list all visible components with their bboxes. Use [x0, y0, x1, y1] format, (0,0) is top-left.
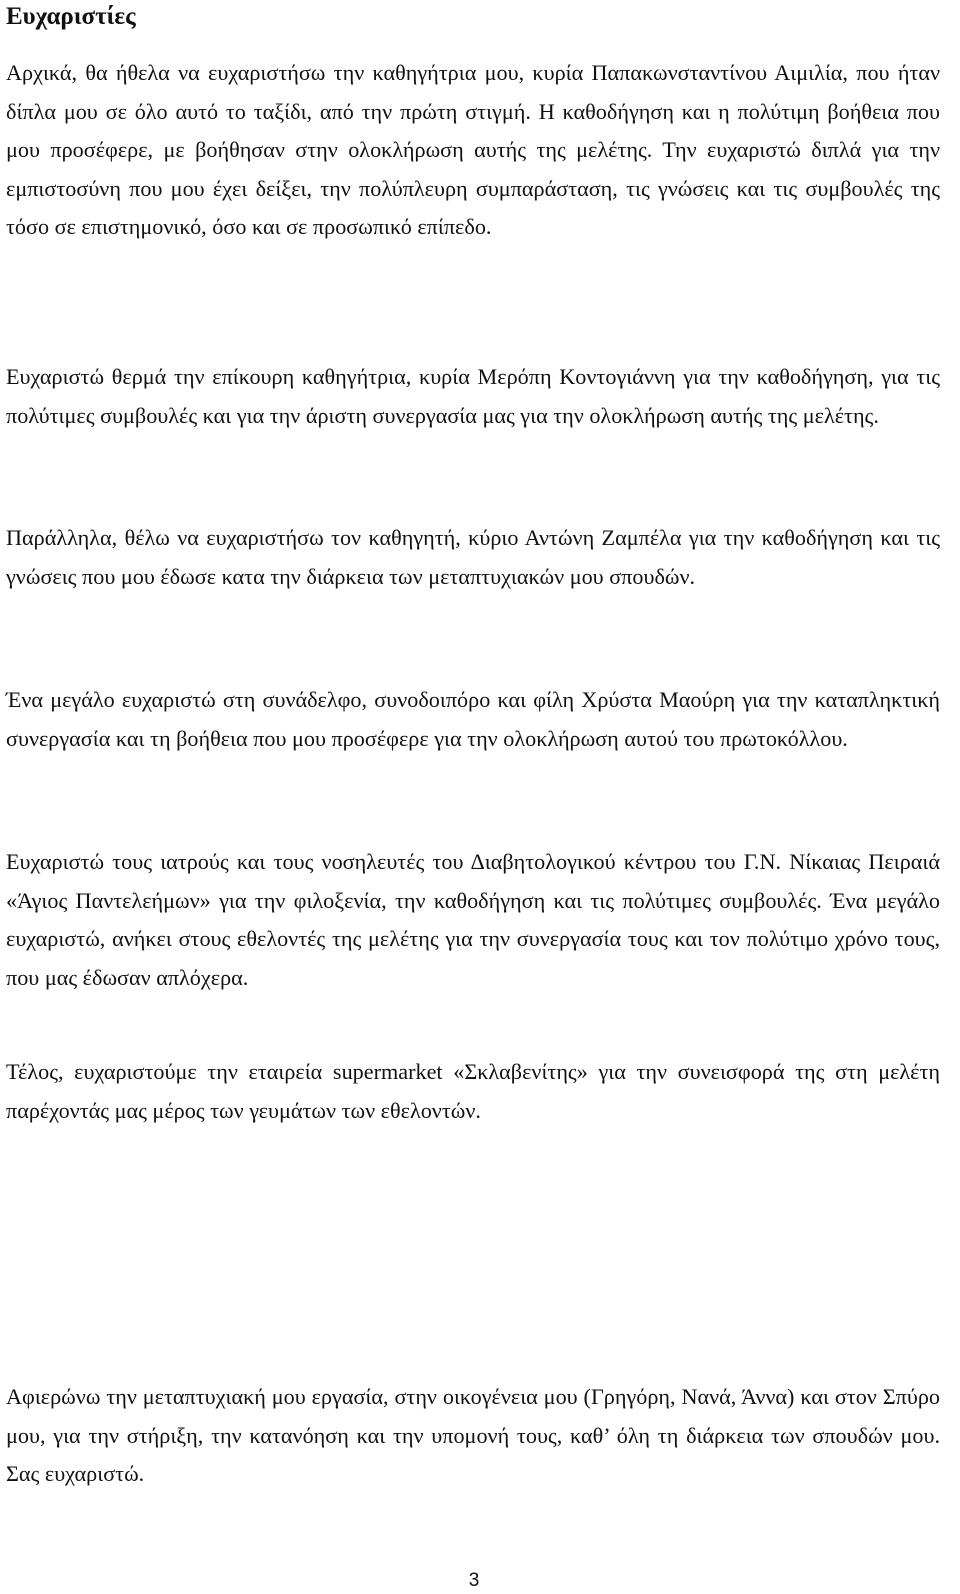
- page-number: 3: [468, 1570, 480, 1591]
- paragraph-assistant-professor-thanks: Ευχαριστώ θερμά την επίκουρη καθηγήτρια, κυρία Μερόπη Κοντογιάννη για την καθοδήγηση, για τις πολύτιμες συμβουλές και για την άριστη συνεργασία μας για την ολοκλήρωση αυτής της μελέτης.: [6, 364, 940, 428]
- page-title: Ευχαριστίες: [6, 3, 136, 30]
- paragraph-dedication: Αφιερώνω την μεταπτυχιακή μου εργασία, στην οικογένεια μου (Γρηγόρη, Νανά, Άννα) και στον Σπύρο μου, για την στήριξη, την κατανόηση και την υπομονή τους, καθ’ όλη τη διάρκεια των σπουδών μου. Σας ευχαριστώ.: [6, 1384, 940, 1486]
- paragraph-diabetes-center-thanks: Ευχαριστώ τους ιατρούς και τους νοσηλευτές του Διαβητολογικού κέντρου του Γ.Ν. Νίκαιας Πειραιά «Άγιος Παντελεήμων» για την φιλοξενία, την καθοδήγηση και τις πολύτιμες συμβουλές. Ένα μεγάλο ευχαριστώ, ανήκει στους εθελοντές της μελέτης για την συνεργασία τους και τον πολύτιμο χρόνο τους, που μας έδωσαν απλόχερα.: [6, 849, 940, 990]
- paragraph-professor-thanks: Παράλληλα, θέλω να ευχαριστήσω τον καθηγητή, κύριο Αντώνη Ζαμπέλα για την καθοδήγηση και τις γνώσεις που μου έδωσε κατα την διάρκεια των μεταπτυχιακών μου σπουδών.: [6, 525, 940, 589]
- paragraph-colleague-thanks: Ένα μεγάλο ευχαριστώ στη συνάδελφο, συνοδοιπόρο και φίλη Χρύστα Μαούρη για την καταπληκτική συνεργασία και τη βοήθεια που μου προσέφερε για την ολοκλήρωση αυτού του πρωτοκόλλου.: [6, 687, 940, 751]
- paragraph-supermarket-thanks: Τέλος, ευχαριστούμε την εταιρεία supermarket «Σκλαβενίτης» για την συνεισφορά της στη μελέτη παρέχοντάς μας μέρος των γευμάτων των εθελοντών.: [6, 1059, 940, 1123]
- paragraph-supervisor-thanks: Αρχικά, θα ήθελα να ευχαριστήσω την καθηγήτρια μου, κυρία Παπακωνσταντίνου Αιμιλία, που ήταν δίπλα μου σε όλο αυτό το ταξίδι, από την πρώτη στιγμή. Η καθοδήγηση και η πολύτιμη βοήθεια που μου προσέφερε, με βοήθησαν στην ολοκλήρωση αυτής της μελέτης. Την ευχαριστώ διπλά για την εμπιστοσύνη που μου έχει δείξει, την πολύπλευρη συμπαράσταση, τις γνώσεις και τις συμβουλές της τόσο σε επιστημονικό, όσο και σε προσωπικό επίπεδο.: [6, 60, 940, 239]
